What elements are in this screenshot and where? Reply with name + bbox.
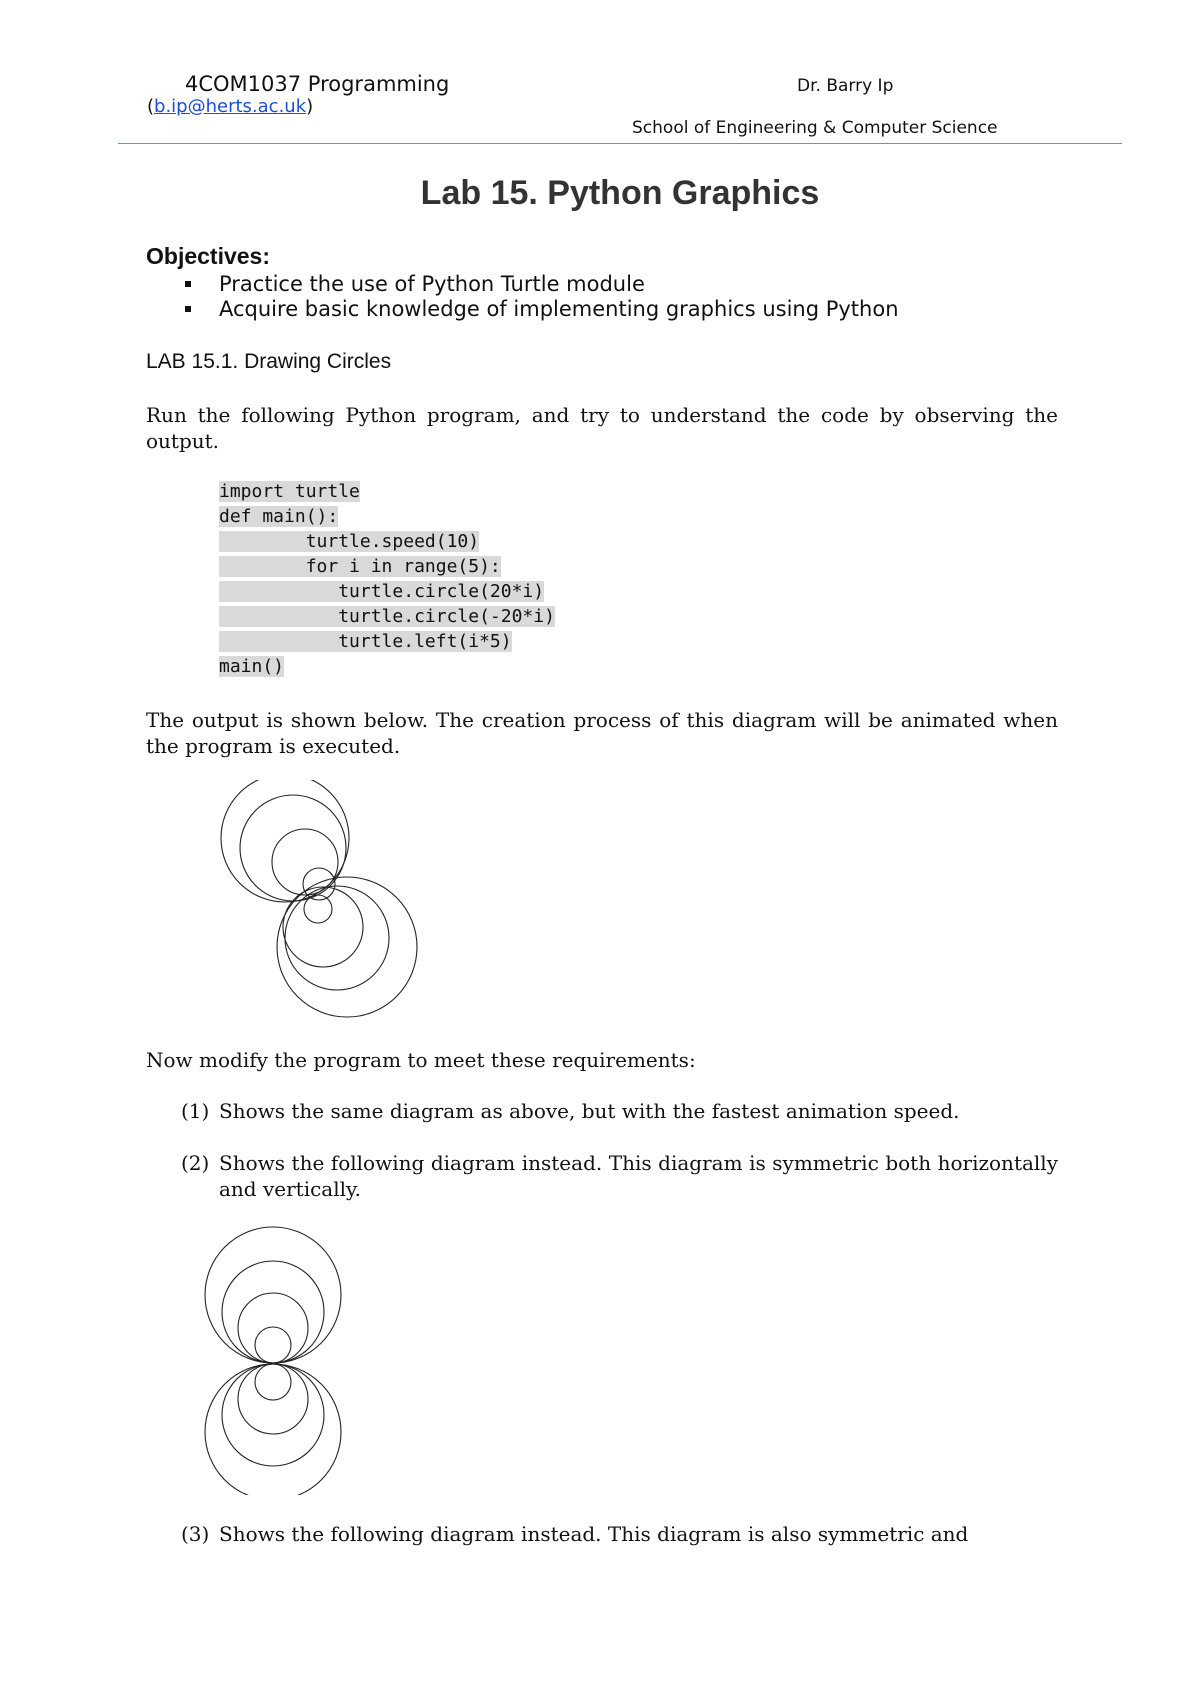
code-block — [219, 479, 555, 679]
requirement-item — [181, 1098, 1058, 1124]
author-name: Dr. Barry Ip — [797, 76, 894, 96]
objective-item — [219, 272, 645, 296]
objectives-heading: Objectives: — [146, 243, 270, 269]
code-line: turtle.speed(10) — [219, 531, 480, 552]
output-diagram-2 — [195, 1225, 355, 1495]
requirement-number: (2) — [181, 1151, 210, 1175]
requirement-text: Shows the following diagram instead. This diagram is symmetric both horizontally and vertically. — [219, 1151, 1058, 1201]
page-title: Lab 15. Python Graphics — [420, 174, 820, 212]
email-line: (b.ip@herts.ac.uk) — [147, 96, 314, 117]
header-divider — [118, 143, 1122, 144]
diagram-circle — [222, 1364, 324, 1466]
code-line: import turtle — [219, 481, 360, 502]
objective-text: Acquire basic knowledge of implementing graphics using Python — [219, 297, 899, 321]
output-diagram-1 — [215, 780, 425, 1020]
objective-text: Practice the use of Python Turtle module — [219, 272, 645, 296]
code-line: def main(): — [219, 506, 339, 527]
diagram-circle — [240, 795, 346, 901]
diagram-circle — [255, 1327, 291, 1363]
diagram-circle — [255, 1364, 291, 1400]
bullet-square-icon — [185, 281, 191, 287]
code-line: turtle.left(i*5) — [219, 631, 512, 652]
code-line: turtle.circle(-20*i) — [219, 606, 555, 627]
code-line: main() — [219, 656, 285, 677]
modify-paragraph: Now modify the program to meet these requirements: — [146, 1048, 696, 1072]
school-name: School of Engineering & Computer Science — [632, 118, 998, 138]
bullet-square-icon — [185, 306, 191, 312]
diagram-circle — [238, 1293, 308, 1363]
diagram-circle — [238, 1364, 308, 1434]
code-line: for i in range(5): — [219, 556, 501, 577]
requirement-text: Shows the following diagram instead. This diagram is also symmetric and — [219, 1522, 969, 1546]
code-line: turtle.circle(20*i) — [219, 581, 545, 602]
requirement-number: (1) — [181, 1099, 210, 1123]
intro-paragraph: Run the following Python program, and try to understand the code by observing the output. — [146, 403, 1058, 453]
output-paragraph: The output is shown below. The creation process of this diagram will be animated when the program is executed. — [146, 708, 1058, 758]
diagram-circle — [222, 1261, 324, 1363]
diagram-circle — [277, 877, 417, 1017]
lab-heading: LAB 15.1. Drawing Circles — [146, 350, 392, 373]
requirement-number: (3) — [181, 1522, 210, 1546]
email-link[interactable]: b.ip@herts.ac.uk — [154, 96, 307, 117]
course-code: 4COM1037 Programming — [185, 72, 450, 96]
diagram-circle — [285, 886, 389, 990]
requirement-item — [181, 1150, 1058, 1202]
diagram-circle — [205, 1364, 341, 1495]
requirement-text: Shows the same diagram as above, but with the fastest animation speed. — [219, 1099, 960, 1123]
objective-item — [219, 297, 899, 321]
requirement-item — [181, 1521, 1058, 1547]
